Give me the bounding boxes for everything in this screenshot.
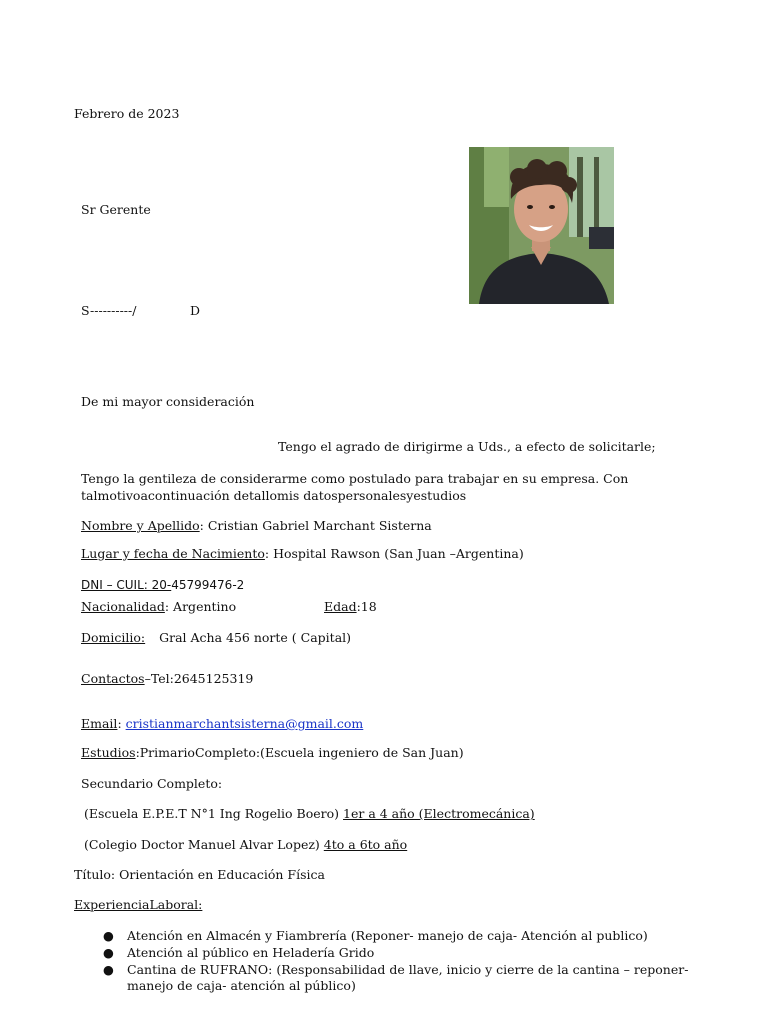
experience-item bbox=[100, 945, 730, 961]
body-line-2: talmotivoacontinuación detallomis datospersonalesyestudios bbox=[81, 488, 467, 503]
dni-row bbox=[81, 577, 244, 593]
studies-row bbox=[81, 745, 464, 761]
address-label: Domicilio: bbox=[81, 630, 146, 645]
experience-item-text: Atención en Almacén y Fiambrería (Reponer- manejo de caja- Atención al publico) bbox=[127, 928, 648, 943]
nationality-label: Nacionalidad bbox=[81, 599, 165, 614]
nationality-row bbox=[81, 599, 236, 615]
salutation: De mi mayor consideración bbox=[81, 394, 255, 409]
applicant-photo-image bbox=[469, 147, 614, 304]
experience-label: ExperienciaLaboral: bbox=[74, 897, 203, 912]
school-2-row bbox=[84, 837, 407, 853]
intro-line: Tengo el agrado de dirigirme a Uds., a efecto de solicitarle; bbox=[278, 439, 656, 454]
sd-right: D bbox=[190, 303, 201, 318]
address-value: Gral Acha 456 norte ( Capital) bbox=[159, 630, 352, 645]
age-value: :18 bbox=[356, 599, 377, 614]
nationality-value: : Argentino bbox=[164, 599, 237, 614]
letter-date: Febrero de 2023 bbox=[74, 106, 180, 121]
name-row bbox=[81, 518, 432, 534]
age-label: Edad bbox=[324, 599, 357, 614]
sd-left: S----------/ bbox=[81, 303, 137, 318]
recipient: Sr Gerente bbox=[81, 202, 151, 217]
experience-item-text: Atención al público en Heladería Grido bbox=[127, 945, 375, 960]
email-colon: : bbox=[117, 716, 126, 731]
contacts-value: –Tel:2645125319 bbox=[144, 671, 254, 686]
dni-value: 45799476-2 bbox=[171, 578, 245, 592]
name-label: Nombre y Apellido bbox=[81, 518, 200, 533]
email-link[interactable]: cristianmarchantsisterna@gmail.com bbox=[125, 716, 364, 731]
bullet-icon: ● bbox=[103, 945, 114, 960]
address-row bbox=[81, 630, 351, 646]
experience-item bbox=[100, 928, 730, 944]
school-1-years: 1er a 4 año (Electromecánica) bbox=[343, 806, 535, 821]
school-2-years: 4to a 6to año bbox=[323, 837, 408, 852]
degree-title: Título: Orientación en Educación Física bbox=[74, 867, 325, 882]
birth-label: Lugar y fecha de Nacimiento bbox=[81, 546, 265, 561]
contacts-label: Contactos bbox=[81, 671, 145, 686]
birth-value: : Hospital Rawson (San Juan –Argentina) bbox=[264, 546, 524, 561]
experience-list bbox=[100, 928, 730, 995]
bullet-icon: ● bbox=[103, 928, 114, 943]
school-2-name: (Colegio Doctor Manuel Alvar Lopez) bbox=[84, 837, 320, 852]
email-row bbox=[81, 716, 363, 732]
applicant-photo bbox=[469, 147, 614, 304]
experience-item bbox=[100, 962, 730, 994]
bullet-icon: ● bbox=[103, 962, 114, 977]
studies-primary: :PrimarioCompleto:(Escuela ingeniero de San Juan) bbox=[135, 745, 464, 760]
dni-label: DNI – CUIL: 20- bbox=[81, 578, 172, 592]
school-1-name: (Escuela E.P.E.T N°1 Ing Rogelio Boero) bbox=[84, 806, 340, 821]
studies-label: Estudios bbox=[81, 745, 136, 760]
age-row bbox=[324, 599, 377, 615]
contacts-row bbox=[81, 671, 253, 687]
body-line-1: Tengo la gentileza de considerarme como postulado para trabajar en su empresa. Con bbox=[81, 471, 629, 486]
birth-row bbox=[81, 546, 524, 562]
email-label: Email bbox=[81, 716, 118, 731]
school-1-row bbox=[84, 806, 535, 822]
experience-item-text: Cantina de RUFRANO: (Responsabilidad de llave, inicio y cierre de la cantina – reponer- manejo de caja- atención al público) bbox=[127, 962, 689, 993]
name-value: : Cristian Gabriel Marchant Sisterna bbox=[199, 518, 432, 533]
secondary-label: Secundario Completo: bbox=[81, 776, 223, 791]
